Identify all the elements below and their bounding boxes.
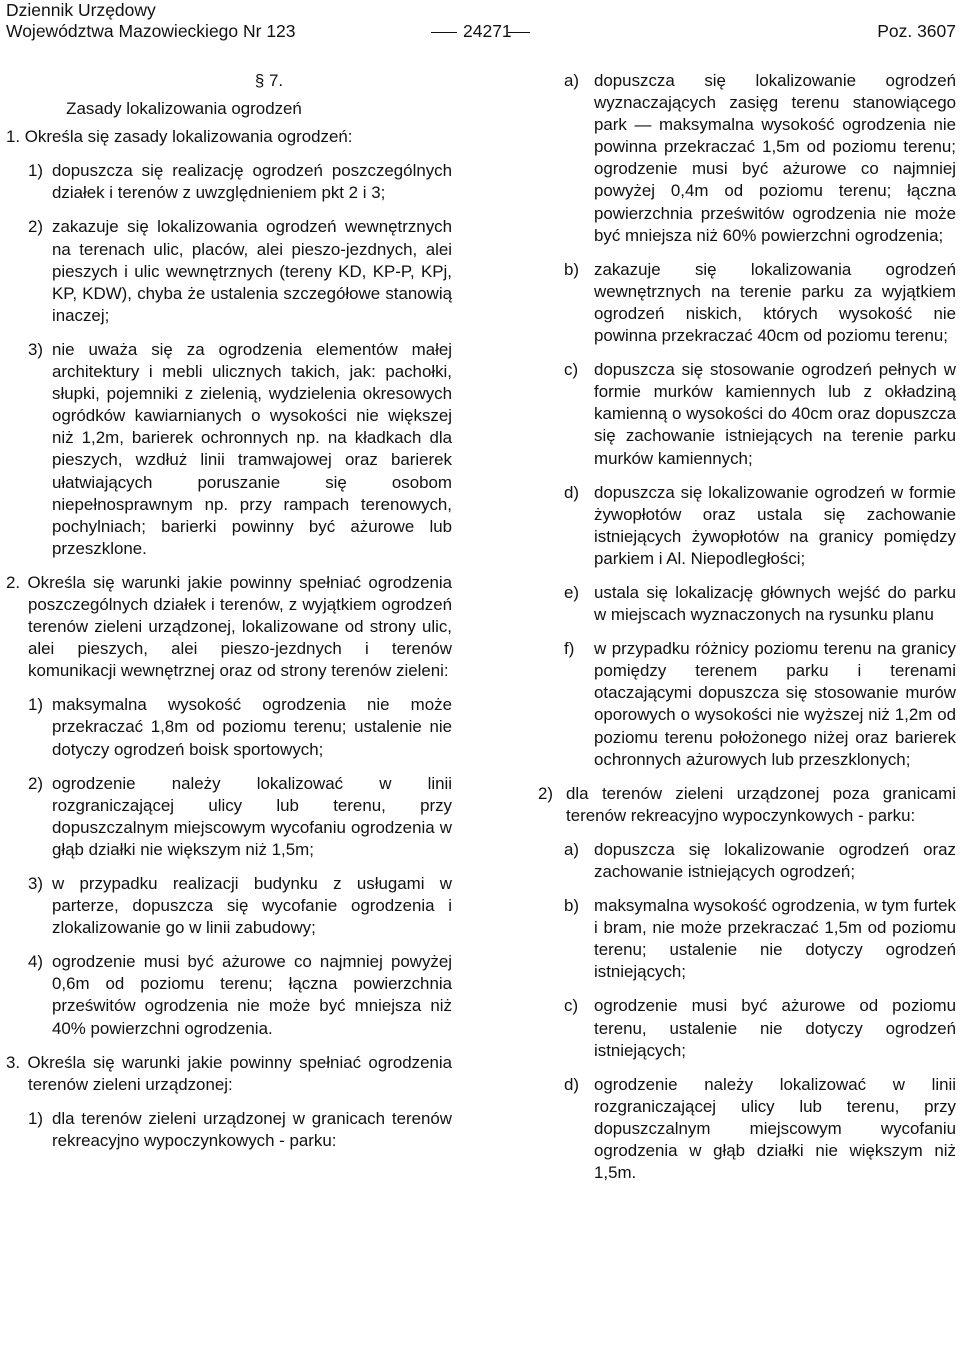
sub-item <box>528 1074 956 1184</box>
sub-item-text: dopuszcza się stosowanie ogrodzeń pełnych w formie murków kamiennych lub z okładziną kamienną o wysokości do 40cm oraz dopuszcza się zachowanie istniejących na terenie parku murków kamiennych; <box>594 360 956 468</box>
list-item <box>6 773 452 861</box>
list-item <box>6 694 452 760</box>
item-text: w przypadku realizacji budynku z usługami w parterze, dopuszcza się wycofanie ogrodzenia i zlokalizowanie go w linii zabudowy; <box>52 874 452 938</box>
item-label: 1) <box>28 695 44 715</box>
sub-item <box>528 582 956 626</box>
item-text: dopuszcza się realizację ogrodzeń poszczególnych działek i terenów z uwzględnieniem pkt 2 i 3; <box>52 161 452 203</box>
journal-title: Dziennik Urzędowy <box>6 0 156 20</box>
paragraph-number: 3. <box>6 1052 21 1072</box>
sub-item-label: a) <box>564 839 580 859</box>
item-label: 1) <box>28 1108 44 1128</box>
sub-item <box>528 895 956 983</box>
section-number: § 7. <box>254 71 284 90</box>
left-column <box>6 70 452 1164</box>
paragraph-1 <box>6 126 452 148</box>
sub-item-text: w przypadku różnicy poziomu terenu na granicy pomiędzy terenem parku i terenami otaczającymi dopuszcza się stosowanie murów oporowych o wysokości nie wyższej niż 1,2m od poziomu terenu położonego niżej oraz barierek ochronnych ażurowych lub przeszklonych; <box>594 639 956 769</box>
sub-item-text: ogrodzenie należy lokalizować w linii rozgraniczającej ulicy lub terenu, przy dopuszczalnym miejscowym wycofaniu ogrodzenia w głąb działki nie większym niż 1,5m. <box>594 1074 956 1183</box>
sub-item-label: b) <box>564 259 580 279</box>
sub-item-label: f) <box>564 639 575 659</box>
item-text: maksymalna wysokość ogrodzenia nie może przekraczać 1,8m od poziomu terenu; ustalenie nie dotyczy ogrodzeń boisk sportowych; <box>52 695 452 759</box>
item-text: nie uważa się za ogrodzenia elementów małej architektury i mebli ulicznych takich, jak: pachołki, słupki, pojemniki z zielenią, wydzielenia okresowych ogródków kawiarnianych o wysokości nie większej niż 1,2m, barierek ochronnych np. na kładkach dla pieszych, wzdłuż linii tramwajowej oraz barierek ułatwiających poruszanie się osobom niepełnosprawnym np. przy rampach terenowych, pochylniach; barierki powinny być ażurowe lub przeszklone. <box>52 339 452 558</box>
list-item <box>6 873 452 939</box>
paragraph-number: 1. <box>6 127 21 147</box>
list-item <box>6 160 452 204</box>
item-label: 4) <box>28 952 44 972</box>
sub-item-text: dopuszcza się lokalizowanie ogrodzeń oraz zachowanie istniejących ogrodzeń; <box>594 839 956 881</box>
page-number: 24271 <box>463 21 512 41</box>
paragraph-2 <box>6 572 452 682</box>
paragraph-3 <box>6 1052 452 1096</box>
paragraph-text: Określa się warunki jakie powinny spełniać ogrodzenia terenów zieleni urządzonej: <box>27 1052 452 1094</box>
item-label: 2) <box>28 217 44 237</box>
sub-item <box>528 70 956 247</box>
sub-item-text: ogrodzenie musi być ażurowe od poziomu terenu, ustalenie nie dotyczy ogrodzeń istniejących; <box>594 996 956 1060</box>
dash-right <box>508 32 530 33</box>
sub-item-label: d) <box>564 482 580 502</box>
sub-item-text: ustala się lokalizację głównych wejść do parku w miejscach wyznaczonych na rysunku planu <box>594 582 956 625</box>
voivodeship-issue: Województwa Mazowieckiego Nr 123 <box>6 21 296 41</box>
sub-item <box>528 359 956 469</box>
item-label: 3) <box>28 874 44 893</box>
dash-left <box>431 32 457 33</box>
item-label: 3) <box>28 339 44 359</box>
list-item <box>6 339 452 560</box>
sub-item-label: a) <box>564 71 580 90</box>
paragraph-text: Określa się zasady lokalizowania ogrodzeń: <box>24 127 353 147</box>
position-number: Poz. 3607 <box>877 21 956 41</box>
list-item <box>6 1108 452 1152</box>
item-label: 2) <box>538 783 554 803</box>
item-text: dla terenów zieleni urządzonej w granicach terenów rekreacyjno wypoczynkowych - parku: <box>52 1108 452 1150</box>
section-title: Zasady lokalizowania ogrodzeń <box>66 99 302 119</box>
page-header <box>6 0 958 42</box>
item-text: ogrodzenie należy lokalizować w linii rozgraniczającej ulicy lub terenu, przy dopuszczalnym miejscowym wycofaniu ogrodzenia w głąb działki nie większym niż 1,5m; <box>52 773 452 859</box>
list-item <box>6 951 452 1039</box>
list-item <box>528 783 956 827</box>
paragraph-text: Określa się warunki jakie powinny spełniać ogrodzenia poszczególnych działek i terenów, z wyjątkiem ogrodzeń terenów zieleni urządzonej, lokalizowane od strony ulic, alei pieszych, alei pieszo-jezdnych i terenów komunikacji wewnętrznej oraz od strony terenów zieleni: <box>27 572 452 681</box>
item-text: zakazuje się lokalizowania ogrodzeń wewnętrznych na terenach ulic, placów, alei pieszo-jezdnych, alei pieszych i ulic wewnętrznych (tereny KD, KP-P, KPj, KP, KDW), chyba że ustalenia szczegółowe stanowią inaczej; <box>52 217 452 325</box>
sub-item-text: dopuszcza się lokalizowanie ogrodzeń wyznaczających zasięg terenu stanowiącego park — maksymalna wysokość ogrodzenia nie powinna przekraczać 1,5m od poziomu terenu; ogrodzenie musi być ażurowe co najmniej powyżej 0,4m od poziomu terenu; łączna powierzchnia prześwitów ogrodzenia nie może być mniejsza niż 60% powierzchni ogrodzenia; <box>594 71 956 245</box>
right-column <box>528 70 956 1196</box>
sub-item <box>528 259 956 347</box>
list-item <box>6 216 452 326</box>
paragraph-number: 2. <box>6 572 21 592</box>
sub-item-text: dopuszcza się lokalizowanie ogrodzeń w formie żywopłotów oraz ustala się zachowanie istniejących żywopłotów na granicy pomiędzy parkiem i Al. Niepodległości; <box>594 482 956 568</box>
sub-item <box>528 839 956 883</box>
sub-item <box>528 995 956 1061</box>
item-label: 1) <box>28 161 44 181</box>
sub-item-label: c) <box>564 360 579 380</box>
header-line <box>6 21 958 42</box>
sub-item-label: b) <box>564 896 580 916</box>
sub-item-label: c) <box>564 996 579 1016</box>
sub-item-label: e) <box>564 582 580 602</box>
sub-item-label: d) <box>564 1074 580 1094</box>
sub-item-text: maksymalna wysokość ogrodzenia, w tym furtek i bram, nie może przekraczać 1,5m od poziomu terenu; ustalenie nie dotyczy ogrodzeń istniejących; <box>594 896 956 982</box>
item-text: ogrodzenie musi być ażurowe co najmniej powyżej 0,6m od poziomu terenu; łączna powierzchnia prześwitów ogrodzenia nie może być mniejsza niż 40% powierzchni ogrodzenia. <box>52 952 452 1038</box>
item-label: 2) <box>28 773 44 793</box>
item-text: dla terenów zieleni urządzonej poza granicami terenów rekreacyjno wypoczynkowych - parku: <box>566 783 956 825</box>
sub-item <box>528 482 956 570</box>
sub-item <box>528 638 956 771</box>
sub-item-text: zakazuje się lokalizowania ogrodzeń wewnętrznych na terenie parku za wyjątkiem ogrodzeń niskich, których wysokość nie powinna przekraczać 40cm od poziomu terenu; <box>594 259 956 346</box>
